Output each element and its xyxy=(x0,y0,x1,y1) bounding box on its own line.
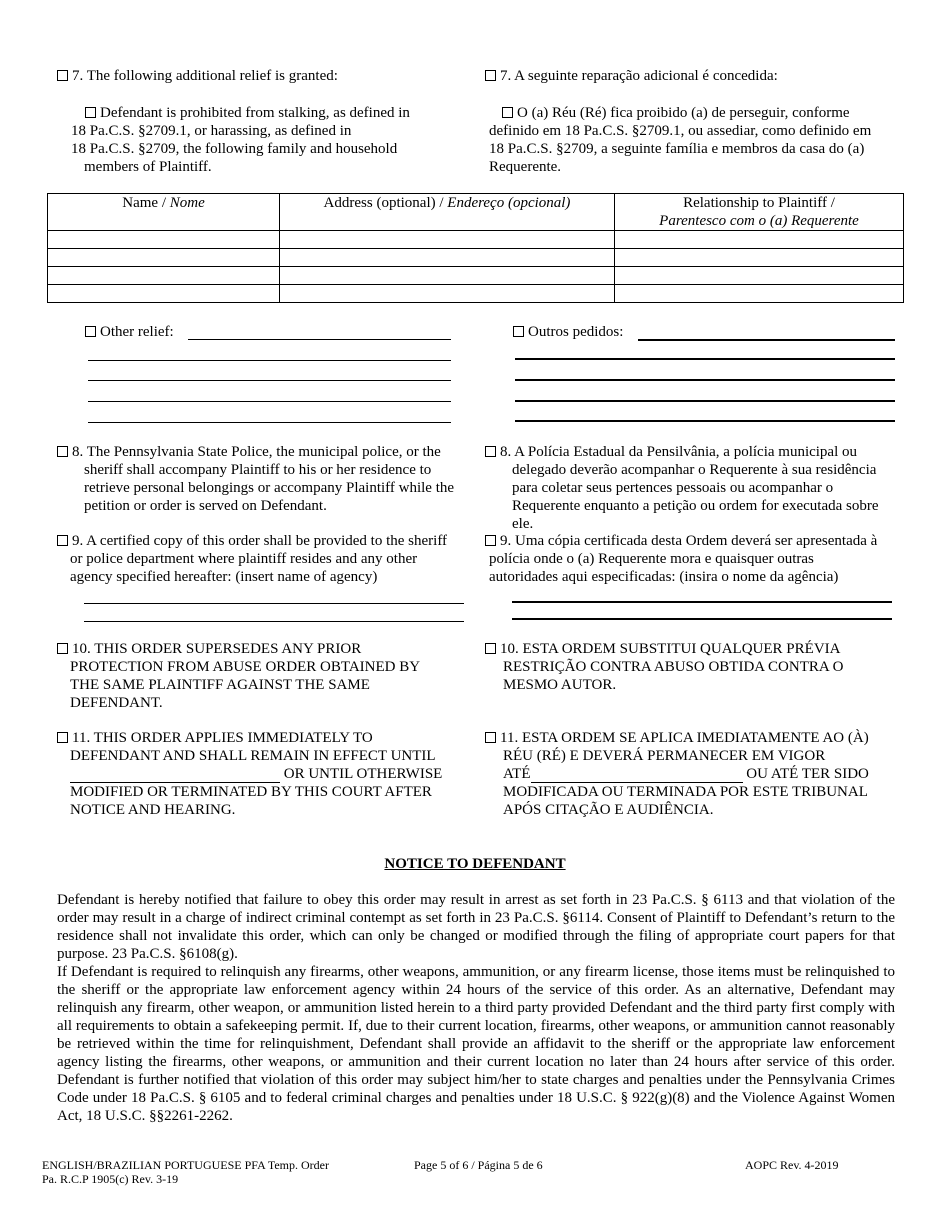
notice-paragraph-1: Defendant is hereby notified that failure to obey this order may result in arrest as set forth in 23 Pa.C.S. § 6113 and that violation of the order may result in a charge of indirect criminal contempt as set forth in 23 Pa.C.S. §6114. Consent of Plaintiff to Defendant’s return to the residence shall not invalidate this order, which can only be changed or modified through the filing of appropriate court papers for that purpose. 23 Pa.C.S. §6108(g). xyxy=(57,892,895,962)
other-relief-pt-line[interactable] xyxy=(515,420,895,422)
item-9-pt-line[interactable] xyxy=(512,618,892,620)
other-relief-en-checkbox[interactable] xyxy=(85,326,96,337)
footer-page-number: Page 5 of 6 / Página 5 de 6 xyxy=(414,1158,543,1172)
table-header-row xyxy=(48,194,904,231)
other-relief-en: Other relief: xyxy=(85,323,174,341)
relationship-cell[interactable] xyxy=(615,267,904,285)
name-cell[interactable] xyxy=(48,285,280,303)
item-10-pt: 10. ESTA ORDEM SUBSTITUI QUALQUER PRÉVIA RESTRIÇÃO CONTRA ABUSO OBTIDA CONTRA O MESMO AUTOR. xyxy=(485,640,900,694)
relationship-cell[interactable] xyxy=(615,231,904,249)
item-9-pt-line[interactable] xyxy=(512,601,892,603)
notice-title: NOTICE TO DEFENDANT xyxy=(384,856,566,872)
item-8-en-checkbox[interactable] xyxy=(57,446,68,457)
table-row[interactable] xyxy=(48,249,904,267)
stalking-pt: O (a) Réu (Ré) fica proibido (a) de perseguir, conforme definido em 18 Pa.C.S. §2709.1, ou assediar, como definido em 18 Pa.C.S. §2709, a seguinte família e membros da casa do (a) Requerente. xyxy=(489,105,872,175)
name-cell[interactable] xyxy=(48,249,280,267)
relationship-cell[interactable] xyxy=(615,249,904,267)
name-cell[interactable] xyxy=(48,231,280,249)
item-11-pt-checkbox[interactable] xyxy=(485,732,496,743)
footer-revision: AOPC Rev. 4-2019 xyxy=(745,1158,839,1172)
item-11-pt-date-field[interactable] xyxy=(531,768,743,783)
stalking-en: Defendant is prohibited from stalking, as defined in 18 Pa.C.S. §2709.1, or harassing, as defined in 18 Pa.C.S. §2709, the following family and household members of Plaintiff. xyxy=(71,105,410,175)
item-7-en: 7. The following additional relief is granted: xyxy=(57,67,338,85)
item-7-pt-checkbox[interactable] xyxy=(485,70,496,81)
item-11-pt: 11. ESTA ORDEM SE APLICA IMEDIATAMENTE AO (À) RÉU (RÉ) E DEVERÁ PERMANECER EM VIGOR ATÉ OU ATÉ TER SIDO MODIFICADA OU TERMINADA POR ESTE TRIBUNAL APÓS CITAÇÃO E AUDIÊNCIA. xyxy=(485,729,905,819)
address-cell[interactable] xyxy=(280,231,615,249)
address-cell[interactable] xyxy=(280,285,615,303)
table-row[interactable] xyxy=(48,267,904,285)
item-10-en-checkbox[interactable] xyxy=(57,643,68,654)
item-11-en: 11. THIS ORDER APPLIES IMMEDIATELY TO DEFENDANT AND SHALL REMAIN IN EFFECT UNTIL OR UNTIL OTHERWISE MODIFIED OR TERMINATED BY THIS COURT AFTER NOTICE AND HEARING. xyxy=(57,729,477,819)
other-relief-en-line[interactable] xyxy=(88,360,451,361)
item-10-en: 10. THIS ORDER SUPERSEDES ANY PRIOR PROTECTION FROM ABUSE ORDER OBTAINED BY THE SAME PLAINTIFF AGAINST THE SAME DEFENDANT. xyxy=(57,640,472,712)
item-11-en-date-field[interactable] xyxy=(70,768,280,783)
item-9-pt-checkbox[interactable] xyxy=(485,535,496,546)
item-8-en: 8. The Pennsylvania State Police, the municipal police, or the sheriff shall accompany Plaintiff to his or her residence to retrieve personal belongings or accompany Plaintiff while the petition or order is served on Defendant. xyxy=(57,443,472,515)
item-9-en-checkbox[interactable] xyxy=(57,535,68,546)
family-members-table xyxy=(47,193,904,303)
item-11-en-checkbox[interactable] xyxy=(57,732,68,743)
other-relief-pt-checkbox[interactable] xyxy=(513,326,524,337)
item-9-pt: 9. Uma cópia certificada desta Ordem deverá ser apresentada à polícia onde o (a) Requerente mora e quaisquer outras autoridades aqui especificadas: (insira o nome da agência) xyxy=(485,532,905,586)
address-header: Address (optional) / Endereço (opcional) xyxy=(280,194,615,231)
other-relief-pt-line[interactable] xyxy=(638,339,895,341)
other-relief-en-line[interactable] xyxy=(88,380,451,381)
item-7-pt: 7. A seguinte reparação adicional é concedida: xyxy=(485,67,778,85)
address-cell[interactable] xyxy=(280,267,615,285)
other-relief-pt: Outros pedidos: xyxy=(513,323,623,341)
footer-form-id: ENGLISH/BRAZILIAN PORTUGUESE PFA Temp. Order Pa. R.C.P 1905(c) Rev. 3-19 xyxy=(42,1158,329,1186)
item-7-en-checkbox[interactable] xyxy=(57,70,68,81)
other-relief-en-line[interactable] xyxy=(188,339,451,340)
relationship-cell[interactable] xyxy=(615,285,904,303)
address-cell[interactable] xyxy=(280,249,615,267)
name-cell[interactable] xyxy=(48,267,280,285)
item-9-en-line[interactable] xyxy=(84,603,464,604)
other-relief-pt-line[interactable] xyxy=(515,379,895,381)
table-row[interactable] xyxy=(48,231,904,249)
notice-paragraph-2: If Defendant is required to relinquish any firearms, other weapons, ammunition, or any firearm license, those items must be relinquished to the sheriff or the appropriate law enforcement agency within 24 hours of the service of this order. As an alternative, Defendant may relinquish any firearm, other weapon, or ammunition listed herein to a third party provided Defendant and the third party first comply with all requirements to obtain a safekeeping permit. If, due to their current location, firearms, other weapons, or ammunition cannot reasonably be retrieved within the time for relinquishment, Defendant shall provide an affidavit to the sheriff or the appropriate law enforcement agency listing the firearms, other weapons, or ammunition and their current location no later than 24 hours after service of this order. Defendant is further notified that violation of this order may subject him/her to state charges and penalties under the Pennsylvania Crimes Code under 18 Pa.C.S. § 6105 and to federal criminal charges and penalties under 18 U.S.C. § 922(g)(8) and the Violence Against Women Act, 18 U.S.C. §§2261-2262. xyxy=(57,964,895,1124)
other-relief-en-line[interactable] xyxy=(88,401,451,402)
other-relief-pt-line[interactable] xyxy=(515,358,895,360)
stalking-en-checkbox[interactable] xyxy=(85,107,96,118)
name-header: Name / Nome xyxy=(48,194,280,231)
item-9-en-line[interactable] xyxy=(84,621,464,622)
item-8-pt: 8. A Polícia Estadual da Pensilvânia, a polícia municipal ou delegado deverão acompanhar o Requerente à sua residência para coletar seus pertences pessoais ou acompanhar o Requerente enquanto a petição ou ordem for executada sobre ele. xyxy=(485,443,900,533)
table-row[interactable] xyxy=(48,285,904,303)
stalking-pt-checkbox[interactable] xyxy=(502,107,513,118)
other-relief-pt-line[interactable] xyxy=(515,400,895,402)
item-10-pt-checkbox[interactable] xyxy=(485,643,496,654)
item-8-pt-checkbox[interactable] xyxy=(485,446,496,457)
other-relief-en-line[interactable] xyxy=(88,422,451,423)
item-9-en: 9. A certified copy of this order shall be provided to the sheriff or police department where plaintiff resides and any other agency specified hereafter: (insert name of agency) xyxy=(57,532,477,586)
relationship-header: Relationship to Plaintiff / Parentesco com o (a) Requerente xyxy=(615,194,904,231)
